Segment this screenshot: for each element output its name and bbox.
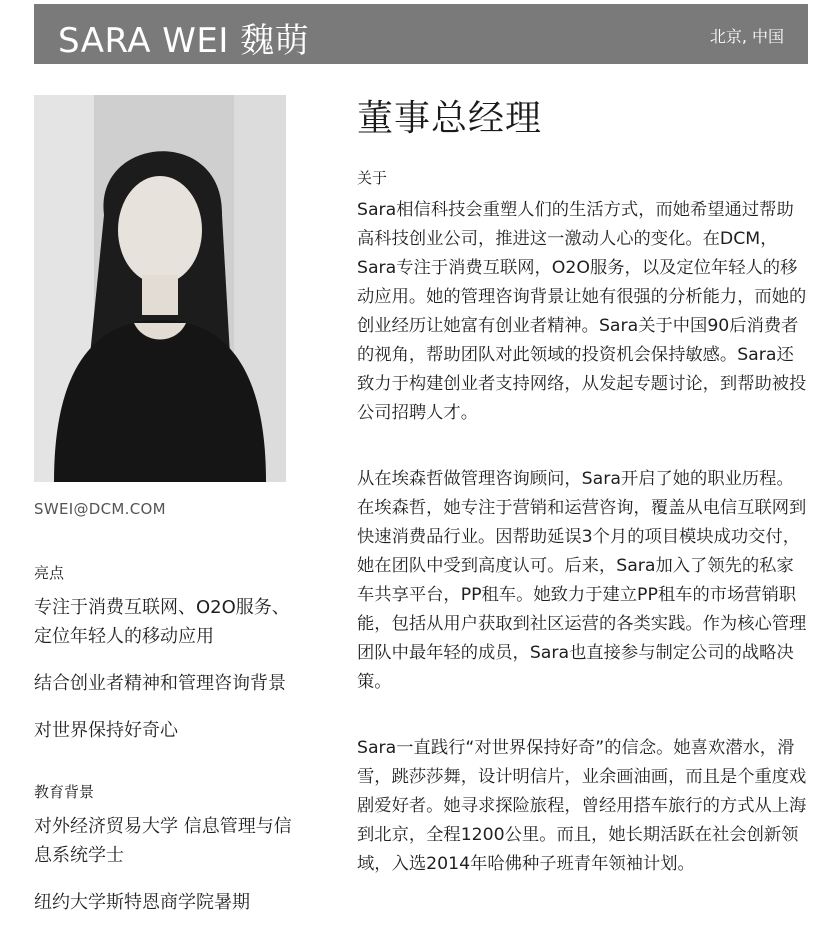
location-text: 北京, 中国 [709, 27, 784, 46]
about-label: 关于 [357, 169, 388, 187]
page-header [34, 4, 808, 64]
bio-paragraph: Sara相信科技会重塑人们的生活方式，而她希望通过帮助高科技创业公司，推进这一激动人心的变化。在DCM，Sara专注于消费互联网，O2O服务，以及定位年轻人的移动应用。她的管理咨询背景让她有很强的分析能力，而她的创业经历让她富有创业者精神。Sara关于中国90后消费者的视角，帮助团队对此领域的投资机会保持敏感。Sara还致力于构建创业者支持网络，从发起专题讨论，到帮助被投公司招聘人才。 [357, 200, 807, 423]
highlight-item: 结合创业者精神和管理咨询背景 [34, 673, 286, 694]
highlight-item: 对世界保持好奇心 [34, 720, 178, 741]
sidebar [34, 500, 294, 935]
highlights-title: 亮点 [34, 564, 65, 582]
main-content [357, 90, 809, 916]
highlight-item: 专注于消费互联网、O2O服务、定位年轻人的移动应用 [34, 597, 290, 647]
education-item: 纽约大学斯特恩商学院暑期 [34, 892, 250, 913]
education-title: 教育背景 [34, 783, 95, 801]
person-name: SARA WEI 魏萌 [58, 21, 310, 61]
portrait-photo [34, 95, 286, 482]
education-item: 对外经济贸易大学 信息管理与信息系统学士 [34, 816, 292, 866]
portrait-icon [34, 95, 286, 482]
email-link[interactable]: SWEI@DCM.COM [34, 500, 166, 518]
bio-paragraph: 从在埃森哲做管理咨询顾问，Sara开启了她的职业历程。在埃森哲，她专注于营销和运营咨询，覆盖从电信互联网到快速消费品行业。因帮助延误3个月的项目模块成功交付，她在团队中受到高度认可。后来，Sara加入了领先的私家车共享平台，PP租车。她致力于建立PP租车的市场营销职能，包括从用户获取到社区运营的各类实践。作为核心管理团队中最年轻的成员，Sara也直接参与制定公司的战略决策。 [357, 469, 807, 692]
bio-paragraph: Sara一直践行“对世界保持好奇”的信念。她喜欢潜水，滑雪，跳莎莎舞，设计明信片，业余画油画，而且是个重度戏剧爱好者。她寻求探险旅程，曾经用搭车旅行的方式从上海到北京，全程1200公里。而且，她长期活跃在社会创新领域，入选2014年哈佛种子班青年领袖计划。 [357, 738, 807, 874]
job-title: 董事总经理 [357, 98, 543, 139]
